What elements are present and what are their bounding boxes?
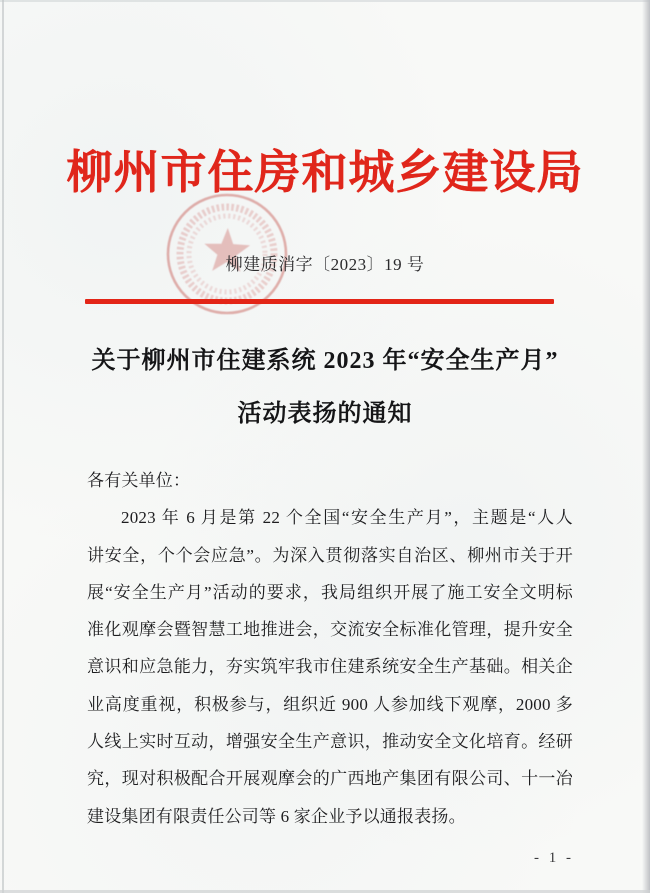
body-line: 讲安全，个个会应急”。为深入贯彻落实自治区、柳州市关于开 bbox=[87, 545, 573, 565]
body-line: 人线上实时互动，增强安全生产意识，推动安全文化培育。经研 bbox=[87, 732, 573, 752]
salutation: 各有关单位： bbox=[87, 471, 191, 490]
agency-header-title: 柳州市住房和城乡建设局 bbox=[66, 147, 584, 198]
scan-edge-top bbox=[0, 0, 650, 2]
scan-edge-right bbox=[642, 0, 650, 893]
body-line: 展“安全生产月”活动的要求，我局组织开展了施工安全文明标 bbox=[87, 582, 573, 602]
body-line: 2023 年 6 月是第 22 个全国“安全生产月”，主题是“人人 bbox=[121, 508, 573, 528]
document-number: 柳建质消字〔2023〕19 号 bbox=[225, 255, 425, 274]
body-line: 准化观摩会暨智慧工地推进会，交流安全标准化管理，提升安全 bbox=[87, 620, 573, 640]
body-line: 意识和应急能力，夯实筑牢我市住建系统安全生产基础。相关企 bbox=[87, 657, 573, 677]
document-body bbox=[87, 462, 573, 835]
body-line: 业高度重视，积极参与，组织近 900 人参加线下观摩，2000 多 bbox=[87, 694, 573, 714]
document-title-line2: 活动表扬的通知 bbox=[237, 401, 413, 427]
document-title-line1: 关于柳州市住建系统 2023 年“安全生产月” bbox=[91, 348, 559, 374]
body-line: 建设集团有限责任公司等 6 家企业予以通报表扬。 bbox=[87, 806, 466, 826]
body-line: 究，现对积极配合开展观摩会的广西地产集团有限公司、十一冶 bbox=[87, 769, 573, 789]
page-number: - 1 - bbox=[534, 850, 574, 866]
red-divider-rule bbox=[85, 299, 554, 304]
scan-edge-left bbox=[2, 0, 4, 893]
